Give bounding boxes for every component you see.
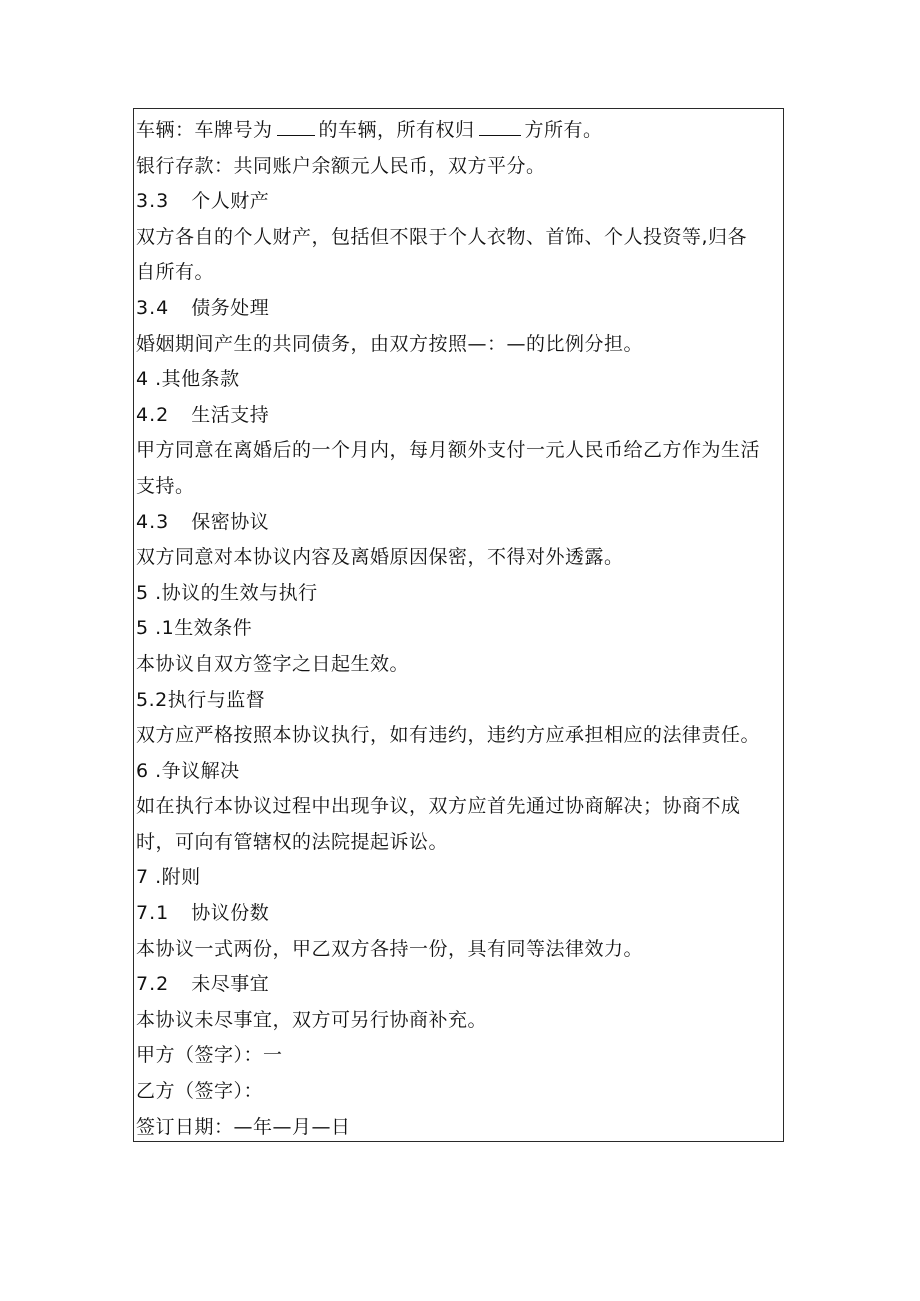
section-6-heading: 6 .争议解决 bbox=[136, 759, 240, 782]
section-4-2-heading bbox=[136, 398, 782, 434]
section-title: 保密协议 bbox=[191, 510, 270, 533]
section-3-3-heading bbox=[136, 184, 782, 220]
section-5-1-body: 本协议自双方签字之日起生效。 bbox=[136, 652, 410, 675]
section-6-body-line: 如在执行本协议过程中出现争议，双方应首先通过协商解决；协商不成 bbox=[136, 795, 741, 818]
bank-deposit-clause: 银行存款：共同账户余额元人民币，双方平分。 bbox=[136, 154, 546, 177]
section-title: 生活支持 bbox=[191, 403, 270, 426]
section-5-heading: 5 .协议的生效与执行 bbox=[136, 581, 318, 604]
section-4-2-body-line: 支持。 bbox=[136, 474, 195, 497]
party-b-signature: 乙方（签字）： bbox=[136, 1080, 264, 1103]
section-title: 个人财产 bbox=[191, 190, 270, 213]
section-title: 未尽事宜 bbox=[191, 973, 270, 996]
section-number: 3.3 bbox=[136, 190, 170, 213]
section-3-4-heading bbox=[136, 291, 782, 327]
section-number: 4.2 bbox=[136, 403, 170, 426]
section-3-4-body: 婚姻期间产生的共同债务，由双方按照—：—的比例分担。 bbox=[136, 332, 644, 355]
section-5-2-heading: 5.2执行与监督 bbox=[136, 688, 266, 711]
signing-date: 签订日期：—年—月—日 bbox=[136, 1115, 351, 1138]
section-number: 4.3 bbox=[136, 510, 170, 533]
section-3-3-body-line: 双方各自的个人财产，包括但不限于个人衣物、首饰、个人投资等,归各 bbox=[136, 225, 748, 248]
document-body bbox=[136, 113, 782, 1145]
vehicle-suffix: 方所有。 bbox=[524, 119, 603, 141]
plate-number-blank bbox=[277, 117, 315, 136]
section-4-2-body-line: 甲方同意在离婚后的一个月内，每月额外支付一元人民币给乙方作为生活 bbox=[136, 439, 761, 462]
section-7-1-body: 本协议一式两份，甲乙双方各持一份，具有同等法律效力。 bbox=[136, 937, 644, 960]
vehicle-prefix: 车辆：车牌号为 bbox=[136, 119, 273, 141]
section-number: 7.2 bbox=[136, 973, 170, 996]
section-7-2-body: 本协议未尽事宜，双方可另行协商补充。 bbox=[136, 1008, 488, 1031]
section-5-2-body: 双方应严格按照本协议执行，如有违约，违约方应承担相应的法律责任。 bbox=[136, 724, 761, 747]
section-number: 3.4 bbox=[136, 296, 170, 319]
section-4-3-body: 双方同意对本协议内容及离婚原因保密，不得对外透露。 bbox=[136, 546, 624, 569]
section-7-2-heading bbox=[136, 967, 782, 1003]
owner-blank bbox=[479, 117, 521, 136]
section-5-1-heading: 5 .1生效条件 bbox=[136, 617, 253, 640]
section-4-3-heading bbox=[136, 505, 782, 541]
vehicle-middle: 的车辆，所有权归 bbox=[318, 119, 475, 141]
section-6-body-line: 时，可向有管辖权的法院提起诉讼。 bbox=[136, 830, 449, 853]
section-3-3-body-line: 自所有。 bbox=[136, 261, 215, 284]
section-7-1-heading bbox=[136, 896, 782, 932]
section-7-heading: 7 .附则 bbox=[136, 866, 201, 889]
section-title: 债务处理 bbox=[191, 296, 270, 319]
section-4-heading: 4 .其他条款 bbox=[136, 368, 240, 391]
party-a-signature: 甲方（签字）：一 bbox=[136, 1044, 283, 1067]
section-title: 协议份数 bbox=[191, 902, 270, 925]
vehicle-clause bbox=[136, 113, 782, 149]
section-number: 7.1 bbox=[136, 902, 170, 925]
